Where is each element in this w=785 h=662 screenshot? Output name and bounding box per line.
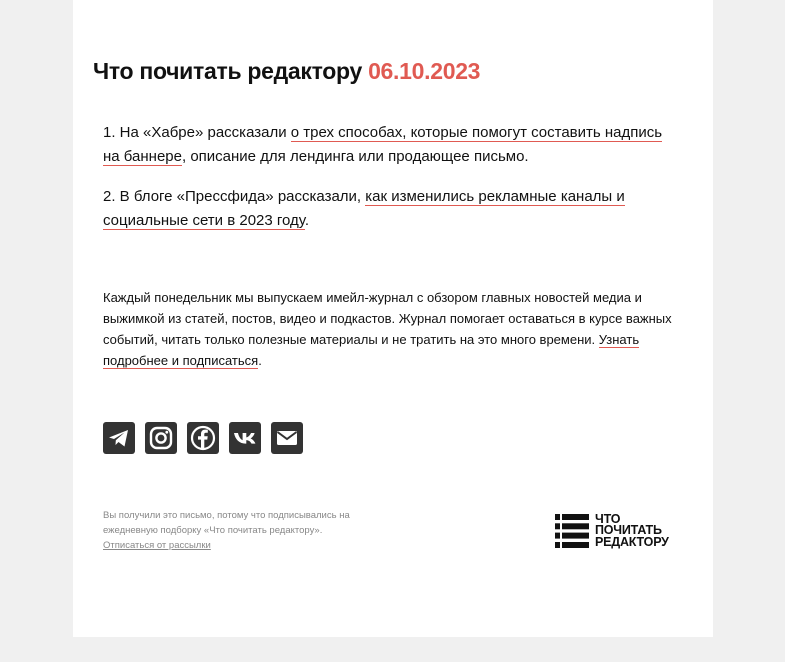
- title-text: Что почитать редактору: [93, 58, 362, 84]
- unsubscribe-link[interactable]: Отписаться от рассылки: [103, 540, 211, 551]
- logo-line-2: ПОЧИТАТЬ: [595, 523, 662, 538]
- subscribe-link[interactable]: Узнать подробнее и подписаться: [103, 332, 640, 368]
- facebook-icon[interactable]: [187, 422, 219, 454]
- about-suffix: .: [258, 353, 262, 368]
- brand-logo[interactable]: [555, 512, 685, 550]
- footer-note-text: Вы получили это письмо, потому что подписывались на ежедневную подборку «Что почитать редактору».: [103, 510, 350, 536]
- about-text: Каждый понедельник мы выпускаем имейл-журнал с обзором главных новостей медиа и выжимкой из статей, постов, видео и подкастов. Журнал помогает оставаться в курсе важных событий, читать только полезные материалы и не тратить на это много времени.: [103, 290, 672, 347]
- telegram-icon[interactable]: [103, 422, 135, 454]
- newsletter-card: [73, 0, 713, 637]
- instagram-icon[interactable]: [145, 422, 177, 454]
- news-item-2: [103, 185, 663, 233]
- social-links: [103, 422, 303, 454]
- news-item-2-suffix: .: [304, 212, 309, 229]
- logo-line-1: ЧТО: [595, 511, 621, 526]
- logo-line-3: РЕДАКТОРУ: [595, 534, 669, 549]
- issue-date: 06.10.2023: [368, 58, 481, 84]
- about-paragraph: [103, 287, 688, 371]
- page-title: [93, 58, 480, 85]
- news-item-2-link[interactable]: как изменились рекламные каналы и социальные сети в 2023 году: [103, 188, 625, 229]
- news-item-1-prefix: 1. На «Хабре» рассказали: [103, 124, 291, 141]
- news-item-2-prefix: 2. В блоге «Прессфида» рассказали,: [103, 188, 366, 205]
- news-item-1: [103, 121, 663, 169]
- footer-note: [103, 508, 403, 553]
- news-list: [103, 121, 663, 249]
- logo-wordmark: [595, 511, 669, 549]
- logo-mark-icon: [555, 514, 589, 548]
- email-icon[interactable]: [271, 422, 303, 454]
- vk-icon[interactable]: [229, 422, 261, 454]
- news-item-1-link[interactable]: о трех способах, которые помогут составить надпись на баннере: [103, 124, 663, 165]
- news-item-1-suffix: , описание для лендинга или продающее письмо.: [181, 148, 529, 165]
